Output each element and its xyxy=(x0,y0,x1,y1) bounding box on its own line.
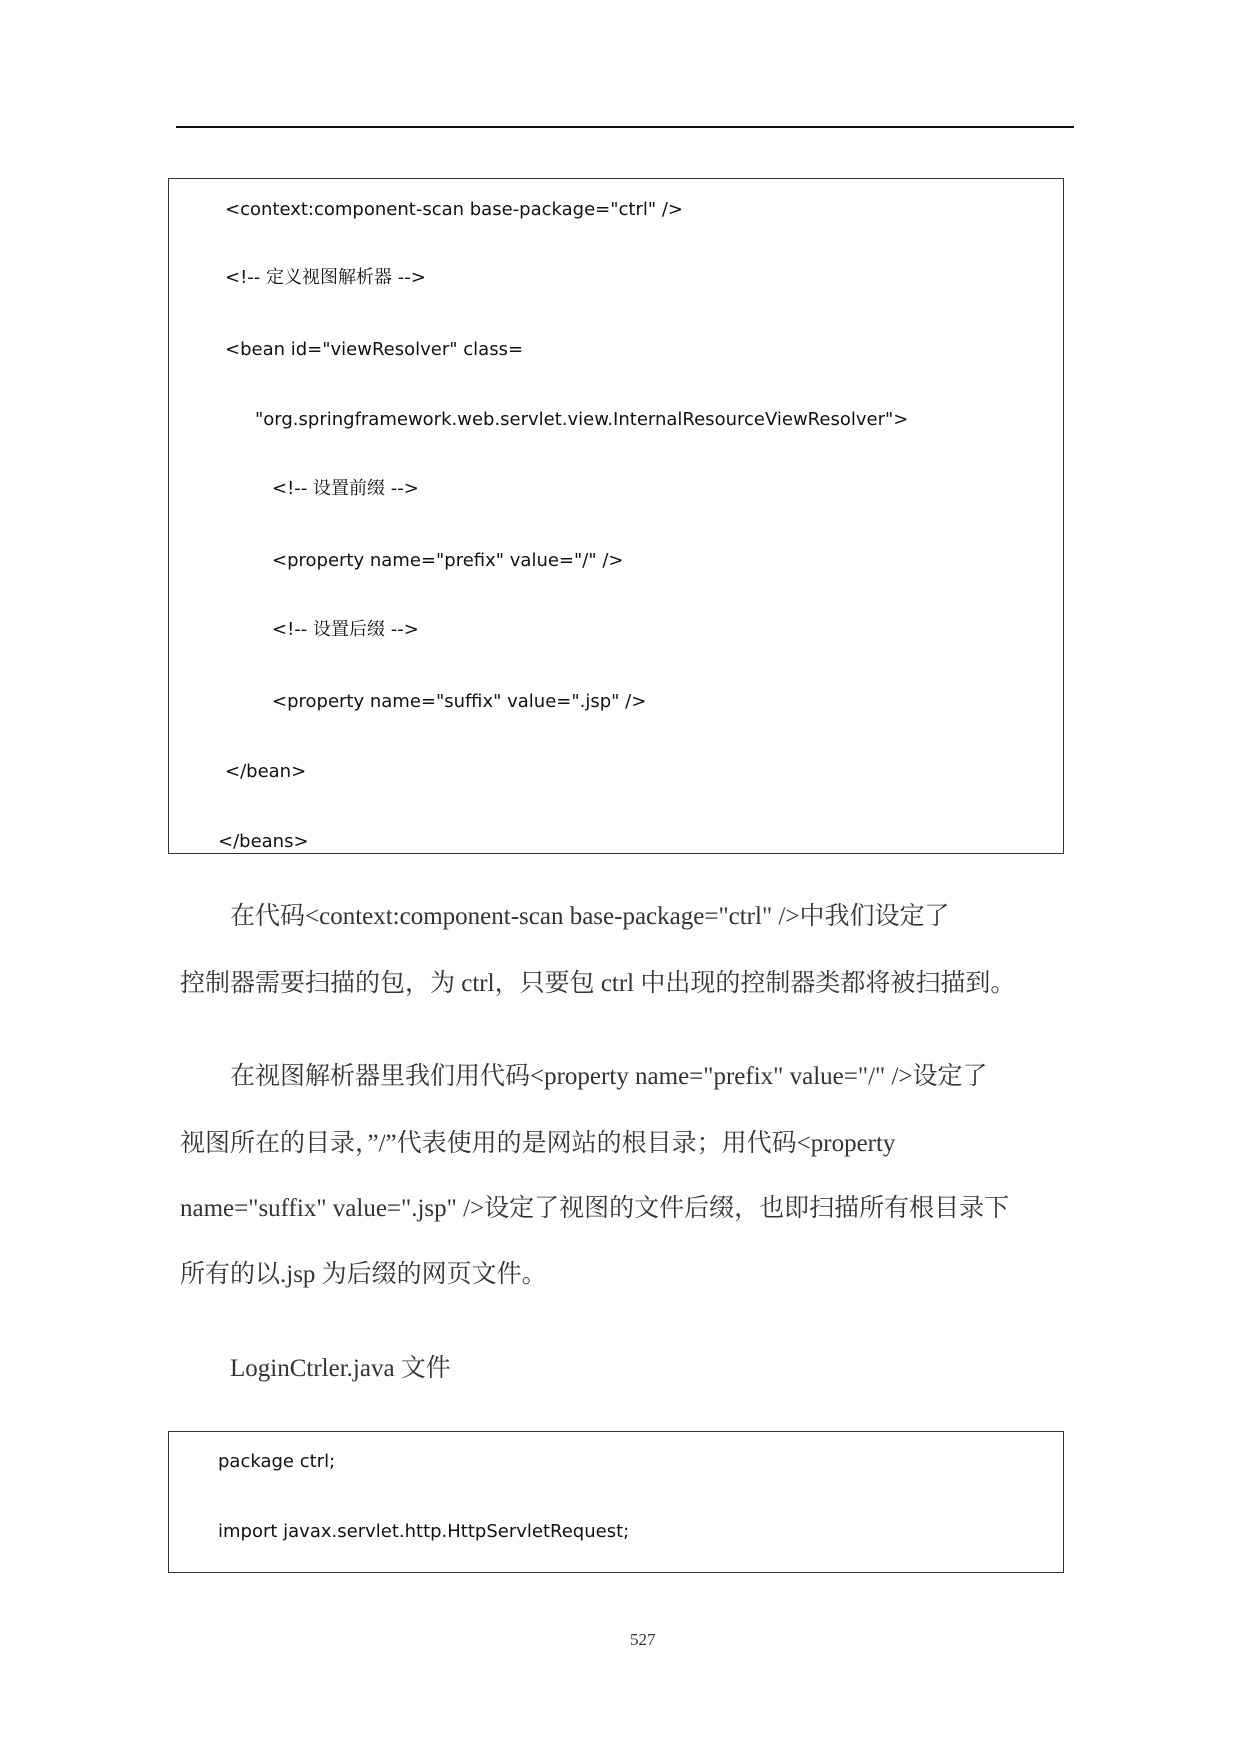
body-text-line: 在视图解析器里我们用代码<property name="prefix" value="/" />设定了 xyxy=(230,1063,988,1090)
code-line: <!-- 定义视图解析器 --> xyxy=(225,267,426,288)
file-heading: LoginCtrler.java 文件 xyxy=(230,1355,451,1382)
code-line: import javax.servlet.http.HttpServletRequest; xyxy=(218,1521,630,1542)
body-text-line: 控制器需要扫描的包，为 ctrl，只要包 ctrl 中出现的控制器类都将被扫描到。 xyxy=(180,970,1016,997)
body-text-line: 视图所在的目录，”/”代表使用的是网站的根目录；用代码<property xyxy=(180,1130,896,1157)
body-text-line: name="suffix" value=".jsp" />设定了视图的文件后缀，也即扫描所有根目录下 xyxy=(180,1195,1010,1222)
code-line: <!-- 设置后缀 --> xyxy=(272,619,419,640)
header-rule xyxy=(176,126,1074,128)
code-line: <bean id="viewResolver" class= xyxy=(225,339,524,360)
code-line: </beans> xyxy=(218,831,309,852)
code-line: <!-- 设置前缀 --> xyxy=(272,478,419,499)
body-text-line: 在代码<context:component-scan base-package="ctrl" />中我们设定了 xyxy=(230,903,950,930)
page-number: 527 xyxy=(630,1630,656,1649)
code-line: </bean> xyxy=(225,761,307,782)
code-line: <property name="prefix" value="/" /> xyxy=(272,550,624,571)
code-line: <context:component-scan base-package="ctrl" /> xyxy=(225,199,684,220)
code-line: "org.springframework.web.servlet.view.InternalResourceViewResolver"> xyxy=(255,409,909,430)
code-line: <property name="suffix" value=".jsp" /> xyxy=(272,691,647,712)
code-line: package ctrl; xyxy=(218,1451,336,1472)
body-text-line: 所有的以.jsp 为后缀的网页文件。 xyxy=(180,1261,547,1288)
